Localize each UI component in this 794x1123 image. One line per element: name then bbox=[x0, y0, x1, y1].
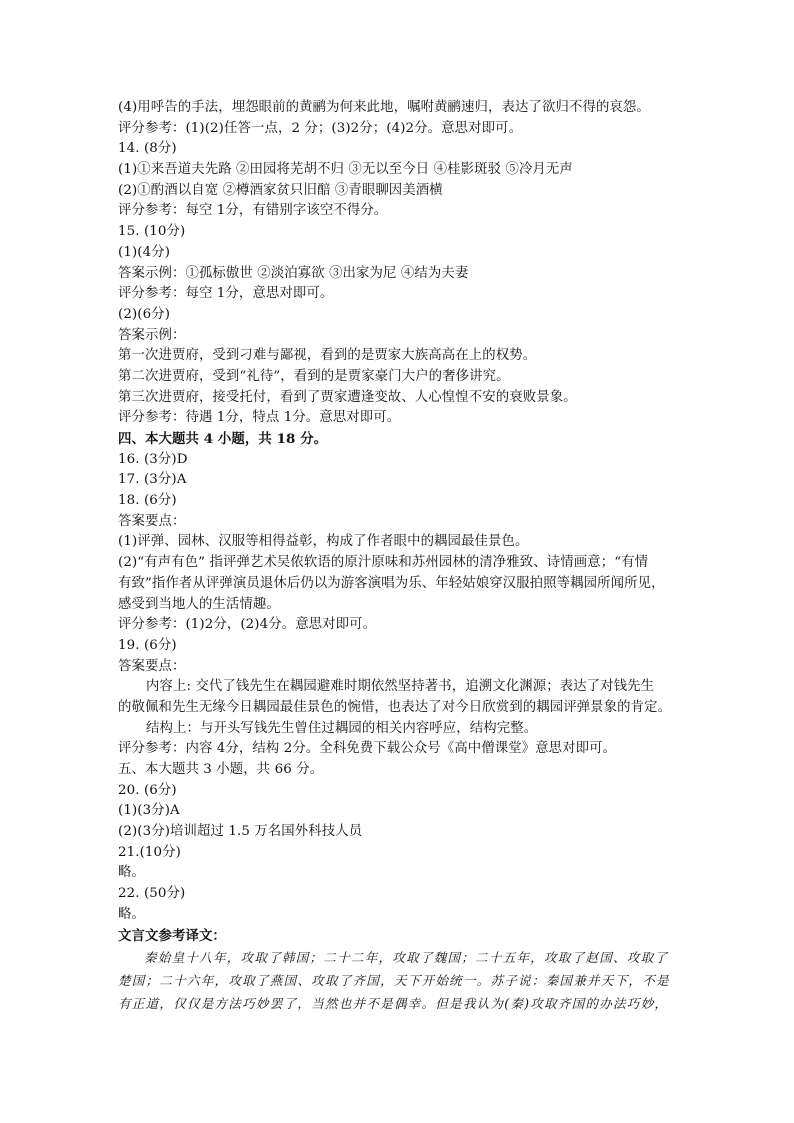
text-line: 17. (3分)A bbox=[118, 472, 187, 488]
text-line: 15. (10分) bbox=[118, 224, 186, 240]
text-line: 21.(10分) bbox=[118, 844, 181, 860]
text-line: (1)①来吾道夫先路 ②田园将芜胡不归 ③无以至今日 ④桂影斑驳 ⑤冷月无声 bbox=[118, 162, 573, 178]
translation-heading: 文言文参考译文： bbox=[118, 927, 226, 944]
text-line: (2)(3分)培训超过 1.5 万名国外科技人员 bbox=[118, 824, 363, 840]
text-line: 答案要点： bbox=[118, 513, 186, 529]
text-line: (2)“有声有色” 指评弹艺术吴侬软语的原汁原味和苏州园林的清净雅致、诗情画意；“有情 bbox=[118, 555, 649, 571]
text-line: 答案要点： bbox=[118, 658, 186, 674]
translation-line: 秦始皇十八年，攻取了韩国；二十二年，攻取了魏国；二十五年，攻取了赵国、攻取了 bbox=[144, 950, 669, 966]
text-line-indented: 结构上：与开头写钱先生曾住过耦园的相关内容呼应，结构完整。 bbox=[146, 720, 538, 736]
text-line: 有致”指作者从评弹演员退休后仍以为游客演唱为乐、年轻姑娘穿汉服拍照等耦园所闻所见， bbox=[118, 575, 665, 591]
text-line: 的敬佩和先生无缘今日耦园最佳景色的惋惜，也表达了对今日欣赏到的耦园评弹景象的肯定。 bbox=[118, 699, 672, 715]
section-heading: 五、本大题共 3 小题，共 66 分。 bbox=[118, 762, 324, 777]
text-line: 评分参考：内容 4分，结构 2分。全科免费下载公众号《高中僧课堂》意思对即可。 bbox=[118, 741, 617, 757]
text-line: 19. (6分) bbox=[118, 637, 177, 653]
text-line: (1)(3分)A bbox=[118, 803, 180, 819]
text-line: 第二次进贾府，受到“礼待”，看到的是贾家豪门大户的奢侈讲究。 bbox=[118, 368, 510, 384]
text-line: 答案示例：①孤标傲世 ②淡泊寡欲 ③出家为尼 ④结为夫妻 bbox=[118, 265, 469, 281]
text-line: 14. (8分) bbox=[118, 141, 177, 157]
text-line: 略。 bbox=[118, 906, 145, 922]
text-line: 评分参考：每空 1分，有错别字该空不得分。 bbox=[118, 203, 388, 219]
text-line: 16. (3分)D bbox=[118, 451, 188, 467]
text-line: 第一次进贾府，受到刁难与鄙视，看到的是贾家大族高高在上的权势。 bbox=[118, 348, 537, 364]
text-line: 评分参考：(1)(2)任答一点，2 分；(3)2分；(4)2分。意思对即可。 bbox=[118, 120, 523, 136]
text-line: (2)①酌酒以自宽 ②樽酒家贫只旧醅 ③青眼聊因美酒横 bbox=[118, 182, 443, 198]
translation-line: 楚国；二十六年，攻取了燕国、攻取了齐国，天下开始统一。苏子说：秦国兼并天下，不是 bbox=[118, 973, 670, 989]
document-page bbox=[118, 98, 688, 1015]
text-line: 20. (6分) bbox=[118, 782, 177, 798]
text-line-indented: 内容上: 交代了钱先生在耦园避难时期依然坚持著书，追溯文化渊源；表达了对钱先生 bbox=[146, 679, 655, 695]
text-line: (4)用呼告的手法，埋怨眼前的黄鹂为何来此地，嘱咐黄鹂速归，表达了欲归不得的哀怨。 bbox=[118, 100, 650, 115]
text-line: 感受到当地人的生活情趣。 bbox=[118, 596, 280, 612]
text-line: 评分参考：待遇 1分，特点 1分。意思对即可。 bbox=[118, 410, 401, 426]
text-line: 略。 bbox=[118, 865, 145, 881]
section-heading: 四、本大题共 4 小题，共 18 分。 bbox=[118, 431, 328, 447]
text-line: (2)(6分) bbox=[118, 306, 171, 322]
text-line: 评分参考：每空 1分，意思对即可。 bbox=[118, 286, 334, 302]
text-line: (1)(4分) bbox=[118, 244, 171, 260]
text-line: 18. (6分) bbox=[118, 493, 177, 509]
text-line: (1)评弹、园林、汉服等相得益彰，构成了作者眼中的耦园最佳景色。 bbox=[118, 534, 529, 550]
translation-line: 有正道，仅仅是方法巧妙罢了，当然也并不是偶幸。但是我认为(秦)攻取齐国的办法巧妙， bbox=[118, 996, 669, 1012]
text-line: 评分参考：(1)2分，(2)4分。意思对即可。 bbox=[118, 617, 377, 633]
text-line: 22. (50分) bbox=[118, 886, 186, 902]
text-line: 第三次进贾府，接受托付，看到了贾家遭逢变故、人心惶惶不安的衰败景象。 bbox=[118, 389, 577, 405]
text-line: 答案示例： bbox=[118, 327, 186, 343]
